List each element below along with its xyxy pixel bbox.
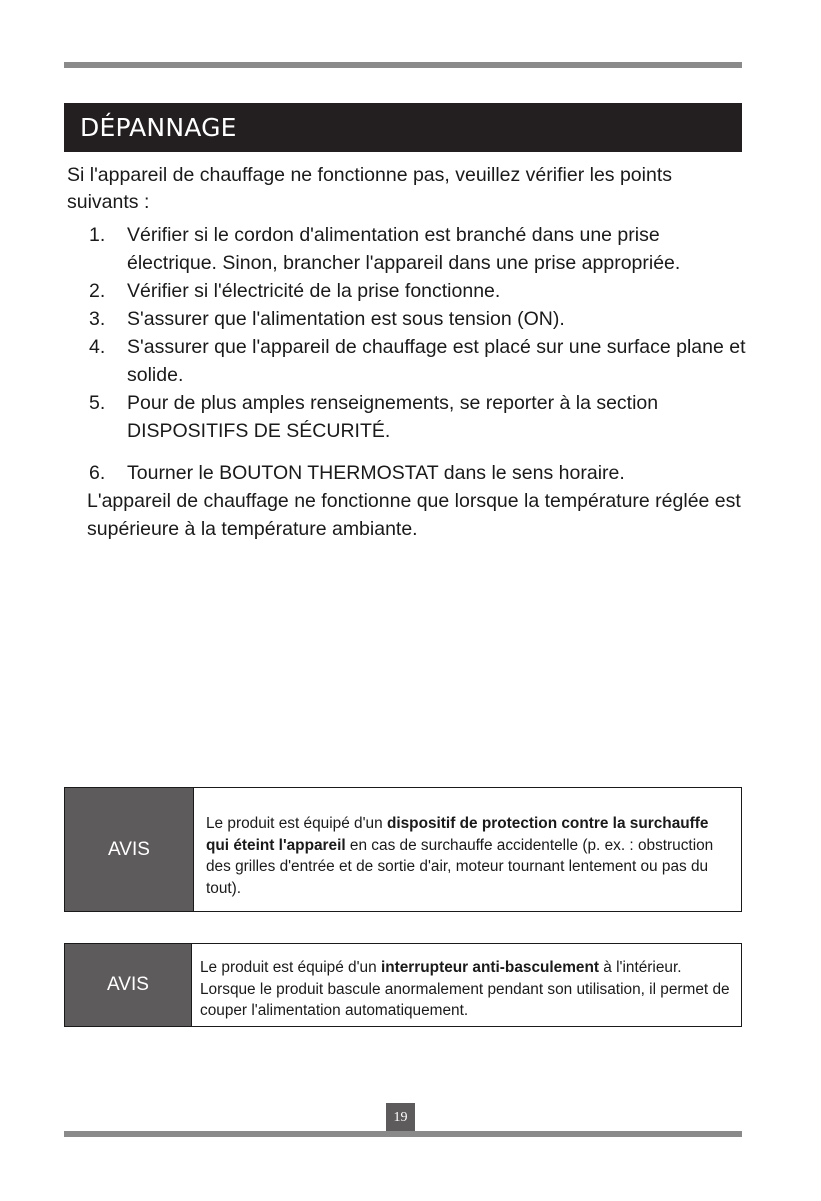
notice-label: AVIS [65,788,193,911]
notice-box-tipover [64,943,742,1027]
step-number: 2. [89,280,106,302]
step-text: S'assurer que l'alimentation est sous tension (ON). [127,308,565,330]
step-text: S'assurer que l'appareil de chauffage est placé sur une surface plane et solide. [127,336,746,386]
list-item [87,389,747,445]
step-number: 4. [89,336,106,358]
notice-text [191,944,741,1026]
step-text: Tourner le BOUTON THERMOSTAT dans le sens horaire. [127,462,625,484]
list-item [87,459,747,543]
intro-paragraph: Si l'appareil de chauffage ne fonctionne pas, veuillez vérifier les points suivants : [67,164,672,213]
notice-text-after: en cas de surchauffe accidentelle (p. ex. : obstruction des grilles d'entrée et de sortie d'air, moteur tournant lentement ou pas du tout). [206,836,714,897]
step-text: Vérifier si l'électricité de la prise fonctionne. [127,280,501,302]
list-item [87,277,747,305]
notice-text-after: à l'intérieur. Lorsque le produit bascule anormalement pendant son utilisation, il permet de couper l'alimentation automatiquement. [200,959,730,1019]
step-number: 5. [89,392,106,414]
step-number: 6. [89,462,106,484]
step-number: 1. [89,224,106,246]
notice-text-before: Le produit est équipé d'un [206,815,387,832]
notice-text-bold: interrupteur anti-basculement [380,959,600,976]
notice-text [193,788,741,911]
page-number: 19 [386,1103,415,1132]
top-rule [64,62,742,68]
notice-label: AVIS [65,944,191,1026]
section-heading: DÉPANNAGE [64,103,742,152]
step-text: Vérifier si le cordon d'alimentation est branché dans une prise électrique. Sinon, brancher l'appareil dans une prise appropriée. [127,224,681,274]
notice-text-bold: dispositif de protection contre la surchauffe qui éteint l'appareil [206,815,709,854]
step-continuation: L'appareil de chauffage ne fonctionne que lorsque la température réglée est supérieure à la température ambiante. [87,490,741,540]
list-item [87,305,747,333]
bottom-rule [64,1131,742,1137]
step-number: 3. [89,308,106,330]
list-item [87,221,747,277]
troubleshooting-steps [87,221,747,543]
list-item [87,333,747,389]
step-text: Pour de plus amples renseignements, se reporter à la section DISPOSITIFS DE SÉCURITÉ. [127,392,659,442]
notice-box-overheat [64,787,742,912]
notice-text-before: Le produit est équipé d'un [200,959,381,976]
